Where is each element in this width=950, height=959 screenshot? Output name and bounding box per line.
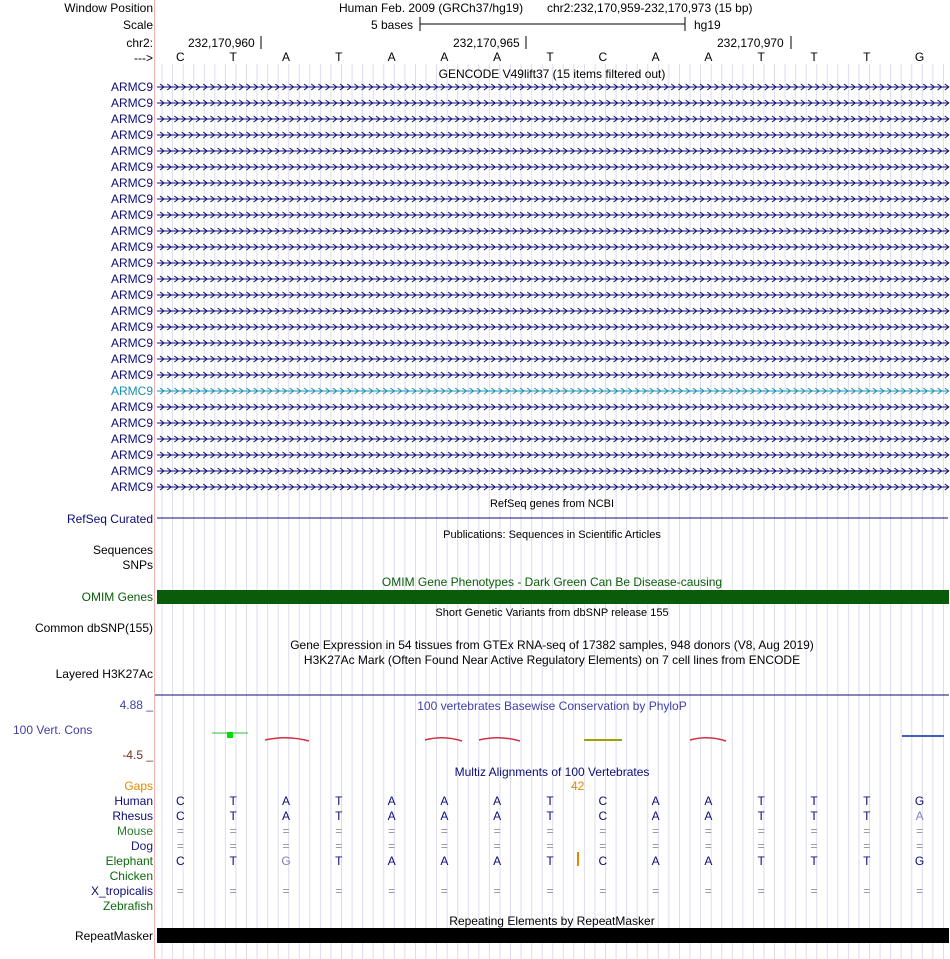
multiz-base: T (810, 794, 818, 808)
multiz-base: = (546, 824, 554, 838)
multiz-base: = (652, 884, 660, 898)
multiz-base: = (493, 824, 501, 838)
gencode-transcript-label[interactable]: ARMC9 (110, 80, 153, 94)
multiz-base: T (757, 854, 765, 868)
multiz-base: T (863, 809, 871, 823)
repeatmasker-track-label[interactable]: RepeatMasker (74, 929, 153, 943)
multiz-track-title: Multiz Alignments of 100 Vertebrates (454, 765, 650, 779)
multiz-base: C (598, 809, 608, 823)
multiz-base: A (493, 854, 502, 868)
multiz-base: = (388, 824, 396, 838)
multiz-base: = (229, 839, 237, 853)
multiz-base: C (598, 794, 608, 808)
scale-label: Scale (122, 18, 153, 32)
gencode-transcript-label[interactable]: ARMC9 (110, 400, 153, 414)
multiz-base: T (810, 809, 818, 823)
strand-label: ---> (134, 51, 153, 65)
gencode-transcript-label[interactable]: ARMC9 (110, 192, 153, 206)
phylop-mark (227, 732, 233, 738)
h3k27ac-track-label[interactable]: Layered H3K27Ac (55, 667, 153, 681)
multiz-base: T (810, 854, 818, 868)
ruler-tick-label: 232,170,965 (453, 36, 520, 50)
chrom-label: chr2: (126, 36, 153, 50)
phylop-max-label: 4.88 _ (119, 698, 153, 712)
multiz-base: A (387, 809, 396, 823)
multiz-base: C (176, 854, 185, 868)
scale-bar-label: 5 bases (371, 18, 414, 32)
multiz-base: A (704, 794, 713, 808)
multiz-base: = (229, 884, 237, 898)
sequence-base: T (863, 50, 871, 64)
sequence-base: A (704, 50, 713, 64)
multiz-base: A (651, 794, 660, 808)
multiz-base: = (916, 824, 924, 838)
gencode-transcript-label[interactable]: ARMC9 (110, 256, 153, 270)
gencode-transcript-label[interactable]: ARMC9 (110, 304, 153, 318)
multiz-base: A (651, 854, 660, 868)
gencode-transcript-label[interactable]: ARMC9 (110, 368, 153, 382)
multiz-base: = (282, 824, 290, 838)
multiz-base: C (176, 809, 185, 823)
multiz-species-label[interactable]: Zebrafish (102, 899, 153, 913)
multiz-base: = (599, 884, 607, 898)
multiz-base: T (863, 854, 871, 868)
gencode-transcript-label[interactable]: ARMC9 (110, 224, 153, 238)
multiz-base: = (757, 839, 765, 853)
multiz-base: = (652, 824, 660, 838)
multiz-base: T (335, 794, 343, 808)
multiz-base: C (598, 854, 608, 868)
publications-snps-label[interactable]: SNPs (122, 558, 153, 572)
multiz-base: = (335, 839, 343, 853)
multiz-base: = (757, 884, 765, 898)
multiz-species-label[interactable]: Elephant (105, 854, 153, 868)
gencode-transcript-label[interactable]: ARMC9 (110, 320, 153, 334)
multiz-base: = (863, 884, 871, 898)
multiz-base: G (914, 794, 925, 808)
multiz-species-label[interactable]: X_tropicalis (90, 884, 153, 898)
multiz-base: = (440, 824, 448, 838)
multiz-base: = (335, 884, 343, 898)
multiz-base: A (440, 794, 449, 808)
multiz-base: = (546, 884, 554, 898)
multiz-base: = (863, 839, 871, 853)
sequence-base: A (281, 50, 290, 64)
multiz-base: T (757, 809, 765, 823)
gencode-track-title: GENCODE V49lift37 (15 items filtered out) (438, 67, 666, 81)
assembly-title: Human Feb. 2009 (GRCh37/hg19) (339, 1, 524, 15)
multiz-base: = (176, 824, 184, 838)
gencode-transcript-label[interactable]: ARMC9 (110, 384, 153, 398)
sequence-base: T (810, 50, 818, 64)
multiz-base: = (440, 839, 448, 853)
position-range: chr2:232,170,959-232,170,973 (15 bp) (547, 1, 753, 15)
sequence-base: T (546, 50, 554, 64)
multiz-base: = (757, 824, 765, 838)
multiz-base: T (229, 794, 237, 808)
sequence-base: T (757, 50, 765, 64)
multiz-species-label[interactable]: Human (114, 794, 153, 808)
multiz-base: = (546, 839, 554, 853)
gencode-transcript-label[interactable]: ARMC9 (110, 480, 153, 494)
multiz-species-label[interactable]: Chicken (109, 869, 153, 883)
multiz-base: A (440, 809, 449, 823)
gencode-transcript-label[interactable]: ARMC9 (110, 128, 153, 142)
multiz-base: = (176, 884, 184, 898)
phylop-track-title: 100 vertebrates Basewise Conservation by PhyloP (417, 699, 687, 713)
multiz-base: T (546, 854, 554, 868)
multiz-base: T (229, 809, 237, 823)
multiz-base: A (704, 809, 713, 823)
gencode-transcript-label[interactable]: ARMC9 (110, 112, 153, 126)
multiz-base: C (176, 794, 185, 808)
multiz-base: = (704, 824, 712, 838)
multiz-base: = (388, 839, 396, 853)
multiz-base: T (229, 854, 237, 868)
multiz-base: = (916, 884, 924, 898)
omim-gene-bar (157, 590, 949, 604)
multiz-base: = (493, 884, 501, 898)
multiz-species-label[interactable]: Dog (130, 839, 153, 853)
multiz-base: G (281, 854, 291, 868)
multiz-base: = (810, 839, 818, 853)
sequence-base: A (493, 50, 502, 64)
refseq-track-title: RefSeq genes from NCBI (489, 498, 615, 510)
multiz-base: A (387, 854, 396, 868)
phylop-track-label[interactable]: 100 Vert. Cons (13, 723, 93, 737)
gencode-transcript-label[interactable]: ARMC9 (110, 416, 153, 430)
multiz-base: A (493, 794, 502, 808)
gencode-transcript-label[interactable]: ARMC9 (110, 208, 153, 222)
multiz-base: = (599, 824, 607, 838)
multiz-base: = (176, 839, 184, 853)
ruler-tick-label: 232,170,960 (188, 36, 255, 50)
gencode-transcript-label[interactable]: ARMC9 (110, 336, 153, 350)
multiz-base: A (281, 809, 290, 823)
multiz-base: A (493, 809, 502, 823)
gencode-transcript-label[interactable]: ARMC9 (110, 144, 153, 158)
gencode-transcript-label[interactable]: ARMC9 (110, 352, 153, 366)
multiz-base: A (704, 854, 713, 868)
gencode-transcript-label[interactable]: ARMC9 (110, 240, 153, 254)
multiz-base: T (863, 794, 871, 808)
phylop-mark (425, 738, 462, 741)
gencode-transcript-label[interactable]: ARMC9 (110, 160, 153, 174)
multiz-base: T (335, 854, 343, 868)
repeatmasker-bar (157, 928, 949, 943)
multiz-base: = (282, 884, 290, 898)
multiz-base: = (704, 839, 712, 853)
multiz-gaps-label: Gaps (124, 779, 153, 793)
gtex-track-title: Gene Expression in 54 tissues from GTEx RNA-seq of 17382 samples, 948 donors (V8, Aug 2019) (290, 638, 814, 652)
refseq-track-label[interactable]: RefSeq Curated (66, 512, 153, 526)
sequence-base: A (387, 50, 396, 64)
multiz-base: A (915, 809, 924, 823)
multiz-base: = (916, 839, 924, 853)
multiz-base: = (810, 824, 818, 838)
sequence-base: C (598, 50, 608, 64)
publications-sequences-label[interactable]: Sequences (92, 543, 153, 557)
phylop-mark (690, 738, 726, 741)
multiz-species-label[interactable]: Mouse (116, 824, 153, 838)
multiz-base: = (335, 824, 343, 838)
sequence-base: T (335, 50, 343, 64)
multiz-base: = (440, 884, 448, 898)
sequence-base: A (651, 50, 660, 64)
phylop-min-label: -4.5 _ (122, 748, 153, 762)
omim-track-title: OMIM Gene Phenotypes - Dark Green Can Be Disease-causing (381, 575, 723, 589)
sequence-base: A (440, 50, 449, 64)
multiz-base: = (863, 824, 871, 838)
multiz-base: = (810, 884, 818, 898)
multiz-base: T (546, 809, 554, 823)
dbsnp-track-title: Short Genetic Variants from dbSNP release 155 (435, 607, 669, 619)
db-label: hg19 (694, 18, 721, 32)
phylop-mark (265, 738, 309, 741)
multiz-base: = (599, 839, 607, 853)
gencode-transcript-label[interactable]: ARMC9 (110, 288, 153, 302)
multiz-base: = (282, 839, 290, 853)
gencode-transcript-label[interactable]: ARMC9 (110, 448, 153, 462)
sequence-base: T (229, 50, 237, 64)
multiz-base: A (651, 809, 660, 823)
multiz-base: = (229, 824, 237, 838)
multiz-base: G (914, 854, 925, 868)
dbsnp-track-label[interactable]: Common dbSNP(155) (34, 621, 153, 635)
publications-track-title: Publications: Sequences in Scientific Articles (443, 529, 661, 541)
sequence-base: G (914, 50, 925, 64)
multiz-base: A (281, 794, 290, 808)
multiz-base: A (440, 854, 449, 868)
gencode-transcript-label[interactable]: ARMC9 (110, 96, 153, 110)
ruler-tick-label: 232,170,970 (717, 36, 784, 50)
multiz-base: A (387, 794, 396, 808)
multiz-species-label[interactable]: Rhesus (112, 809, 153, 823)
multiz-gap-count: 42 (571, 779, 585, 793)
omim-track-label[interactable]: OMIM Genes (81, 590, 153, 604)
gencode-transcript-label[interactable]: ARMC9 (110, 272, 153, 286)
multiz-base: = (493, 839, 501, 853)
multiz-base: T (335, 809, 343, 823)
window-position-label: Window Position (64, 1, 153, 15)
gencode-transcript-label[interactable]: ARMC9 (110, 464, 153, 478)
gencode-transcript-label[interactable]: ARMC9 (110, 432, 153, 446)
h3k27ac-track-title: H3K27Ac Mark (Often Found Near Active Regulatory Elements) on 7 cell lines from ENCODE (303, 653, 801, 667)
multiz-base: = (704, 884, 712, 898)
multiz-base: T (546, 794, 554, 808)
sequence-base: C (176, 50, 185, 64)
multiz-base: T (757, 794, 765, 808)
multiz-base: = (652, 839, 660, 853)
gencode-transcript-label[interactable]: ARMC9 (110, 176, 153, 190)
repeatmasker-track-title: Repeating Elements by RepeatMasker (449, 914, 655, 928)
multiz-base: = (388, 884, 396, 898)
